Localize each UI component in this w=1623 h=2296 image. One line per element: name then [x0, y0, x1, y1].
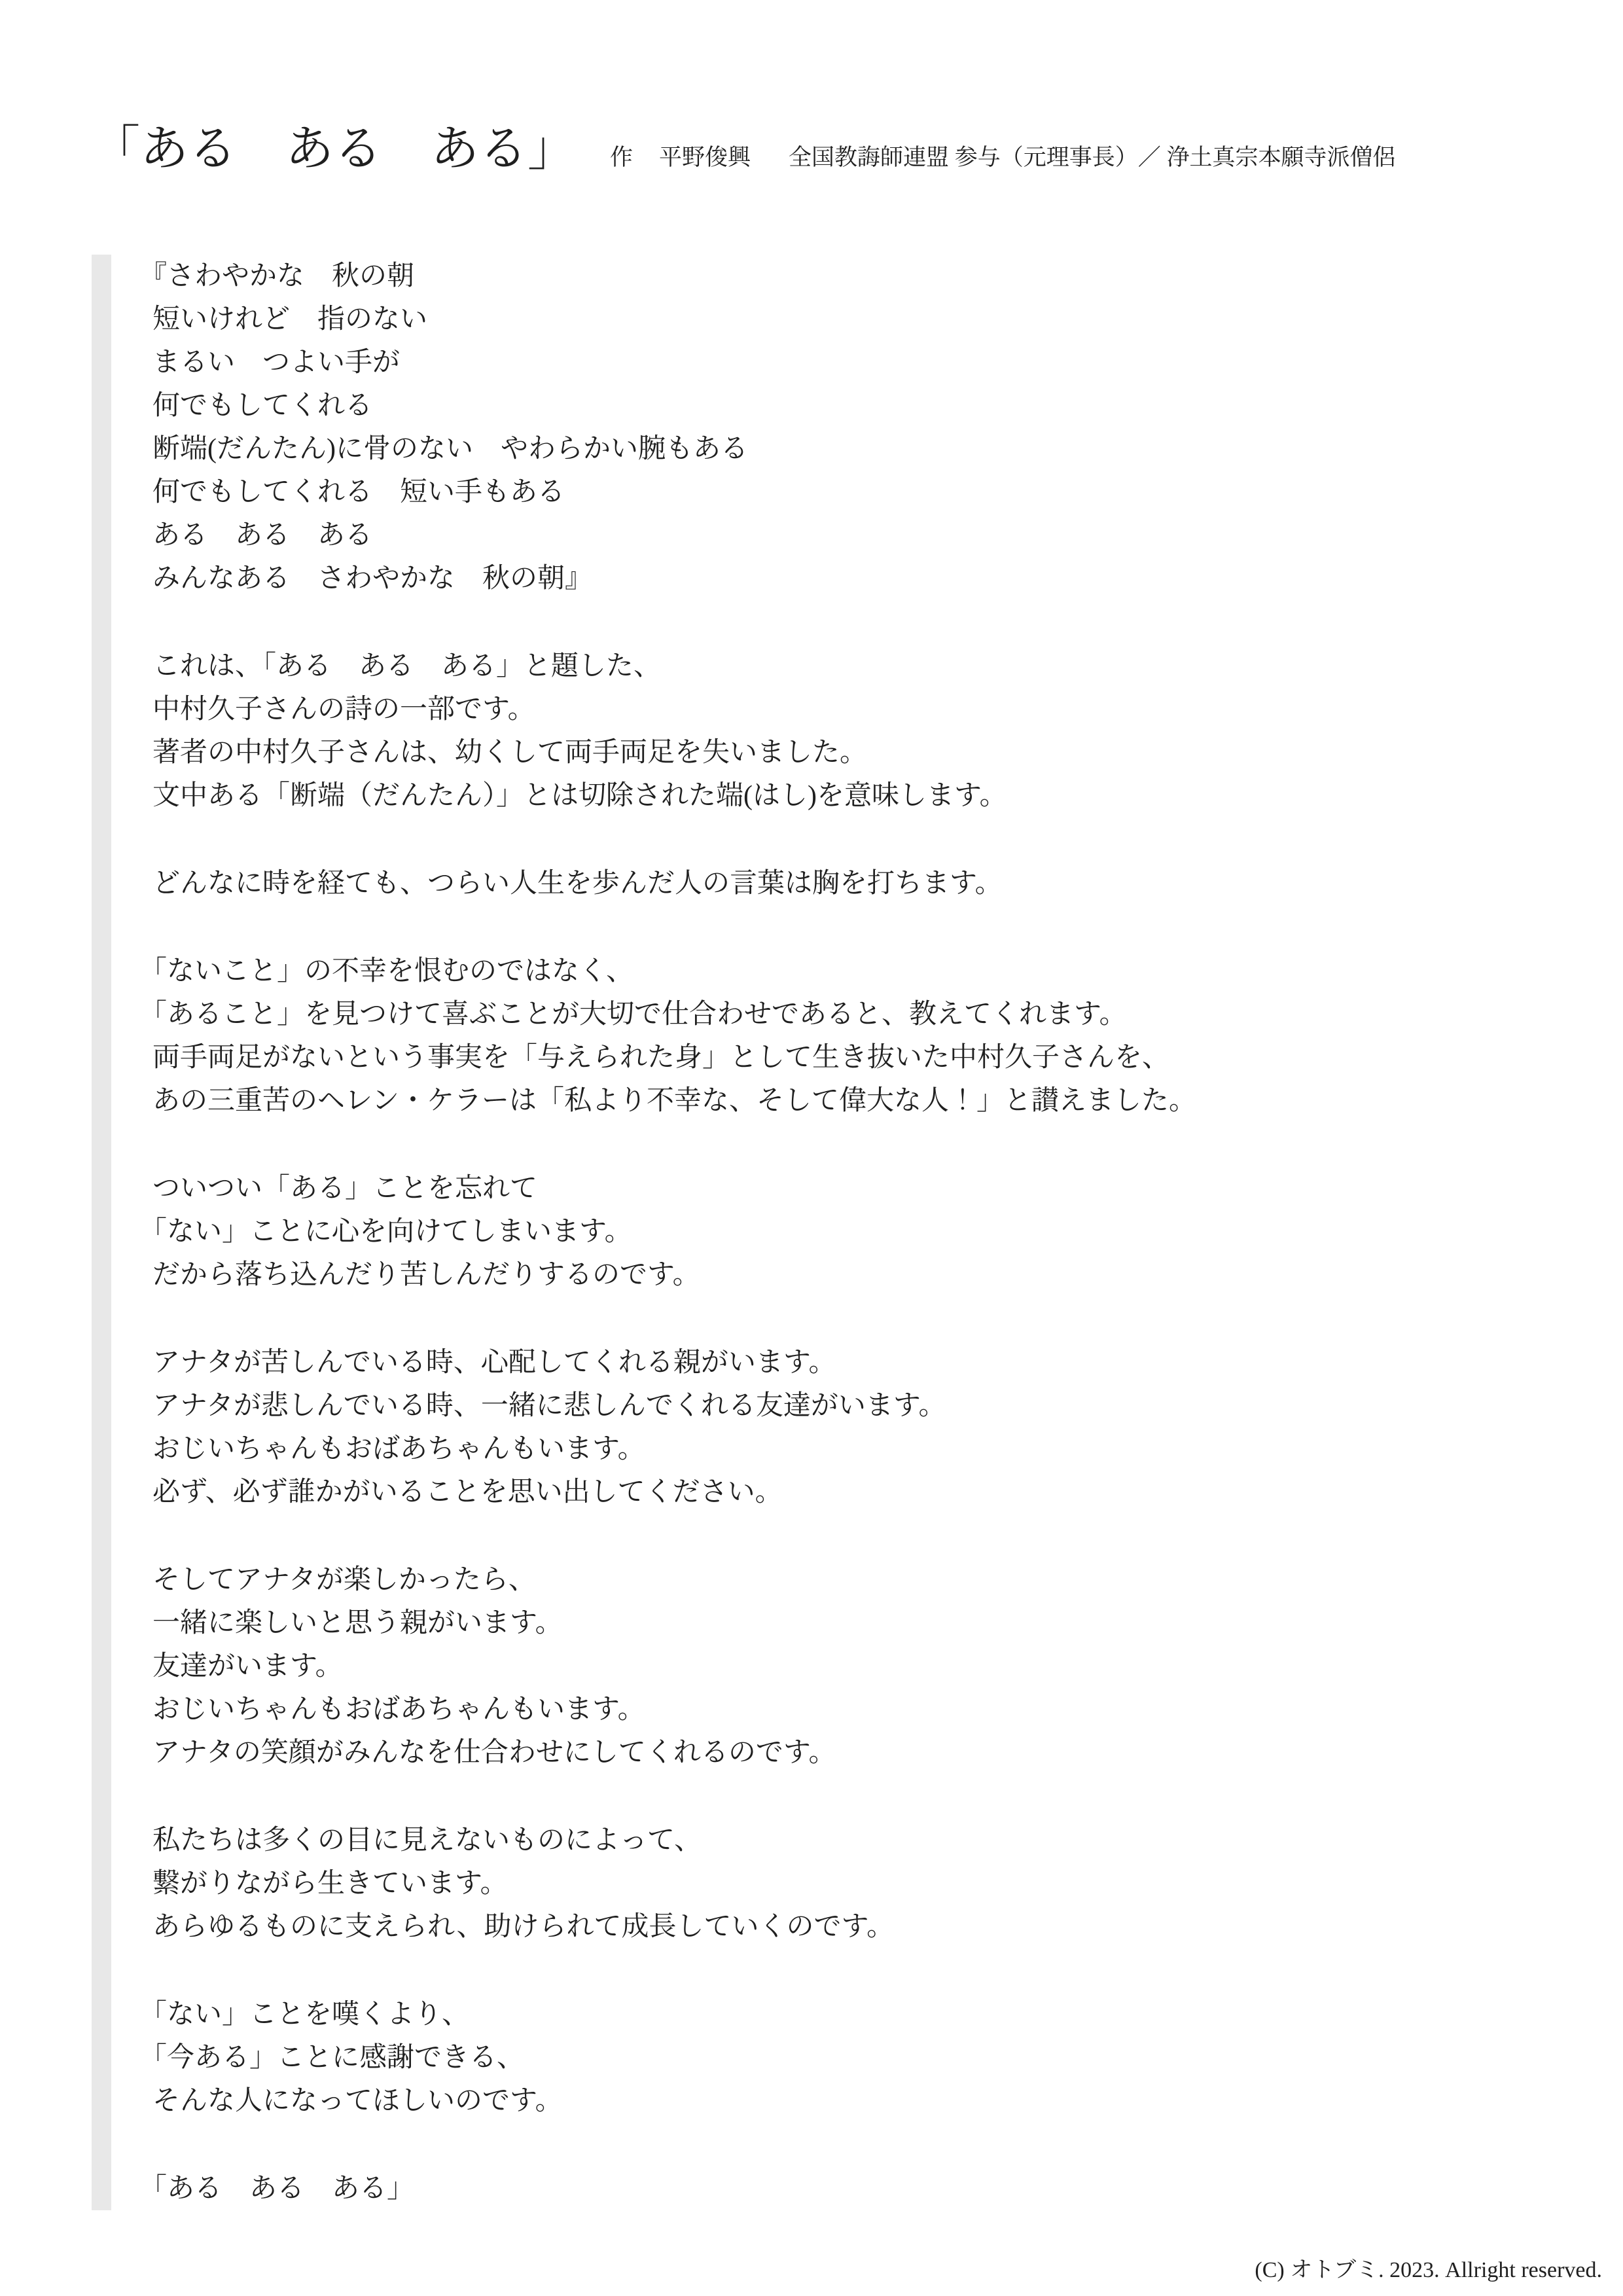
poem-line: 何でもしてくれる 短い手もある [152, 477, 565, 507]
text-line: 友達がいます。 [152, 1651, 343, 1681]
document-footer [1232, 2231, 1602, 2296]
author-affiliation: 全国教誨師連盟 参与（元理事長）／ 浄土真宗本願寺派僧侶 [789, 145, 1396, 170]
author-name: 平野俊興 [659, 145, 751, 170]
text-line: 両手両足がないという事実を「与えられた身」として生き抜いた中村久子さんを、 [152, 1043, 1170, 1073]
poem-line: 断端(だんたん)に骨のない やわらかい腕もある [152, 434, 748, 464]
paragraph-intro [152, 645, 1196, 817]
text-line: 中村久子さんの詩の一部です。 [152, 694, 535, 725]
text-line: そんな人になってほしいのです。 [152, 2086, 563, 2116]
paragraph-lesson [139, 950, 1196, 1122]
paragraph-reflection [139, 1167, 1196, 1297]
author-label: 作 [610, 145, 633, 170]
text-line: 「あること」を見つけて喜ぶことが大切で仕合わせであると、教えてくれます。 [139, 999, 1127, 1030]
paragraph-remark [152, 862, 1196, 905]
text-line: おじいちゃんもおばあちゃんもいます。 [152, 1695, 645, 1725]
poem-line: みんなある さわやかな 秋の朝』 [152, 564, 593, 594]
text-line: 「今ある」ことに感謝できる、 [139, 2043, 525, 2073]
poem-line: 短いけれど 指のない [152, 304, 428, 334]
text-line: だから落ち込んだり苦しんだりするのです。 [152, 1260, 700, 1290]
poem-line: ある ある ある [152, 520, 373, 550]
text-line: あらゆるものに支えられ、助けられて成長していくのです。 [152, 1912, 895, 1942]
poem-line: まるい つよい手が [152, 348, 401, 378]
text-line: アナタの笑顔がみんなを仕合わせにしてくれるのです。 [152, 1738, 836, 1768]
text-line: 私たちは多くの目に見えないものによって、 [152, 1825, 702, 1856]
paragraph-connection [152, 1819, 1196, 1948]
paragraph-wish [139, 1993, 1196, 2123]
document-header [92, 122, 1396, 177]
text-line: 文中ある「断端（だんたん）」とは切除された端(はし)を意味します。 [152, 781, 1007, 811]
text-line: どんなに時を経ても、つらい人生を歩んだ人の言葉は胸を打ちます。 [152, 869, 1003, 899]
text-line: 「ないこと」の不幸を恨むのではなく、 [139, 956, 634, 986]
text-line: 繋がりながら生きています。 [152, 1869, 508, 1899]
closing-title [139, 2167, 1196, 2210]
poem-section [139, 255, 1196, 600]
copyright-notice: (C) オトブミ. 2023. Allright reserved. [1255, 2257, 1602, 2282]
text-line: これは、「ある ある ある」と題した、 [152, 651, 662, 681]
quoted-content-block [92, 255, 1196, 2210]
page-title: 「ある ある ある」 [92, 122, 576, 176]
text-line: 必ず、必ず誰かがいることを思い出してください。 [152, 1477, 783, 1507]
text-line: アナタが悲しんでいる時、一緒に悲しんでくれる友達がいます。 [152, 1391, 946, 1421]
text-line: 著者の中村久子さんは、幼くして両手両足を失いました。 [152, 738, 868, 768]
text-line: アナタが苦しんでいる時、心配してくれる親がいます。 [152, 1348, 836, 1378]
text-line: 「ない」ことに心を向けてしまいます。 [139, 1217, 632, 1247]
text-line: ついつい「ある」ことを忘れて [152, 1174, 538, 1204]
text-line: 一緒に楽しいと思う親がいます。 [152, 1608, 563, 1638]
paragraph-support [152, 1341, 1196, 1514]
text-line: 「ある ある ある」 [139, 2174, 415, 2204]
text-line: 「ない」ことを嘆くより、 [139, 2000, 470, 2030]
poem-line: 何でもしてくれる [152, 391, 373, 421]
paragraph-joy [152, 1558, 1196, 1774]
text-line: おじいちゃんもおばあちゃんもいます。 [152, 1434, 645, 1464]
text-line: あの三重苦のヘレン・ケラーは「私より不幸な、そして偉大な人！」と讃えました。 [152, 1086, 1196, 1116]
poem-line: 『さわやかな 秋の朝 [139, 261, 415, 291]
text-line: そしてアナタが楽しかったら、 [152, 1565, 536, 1595]
